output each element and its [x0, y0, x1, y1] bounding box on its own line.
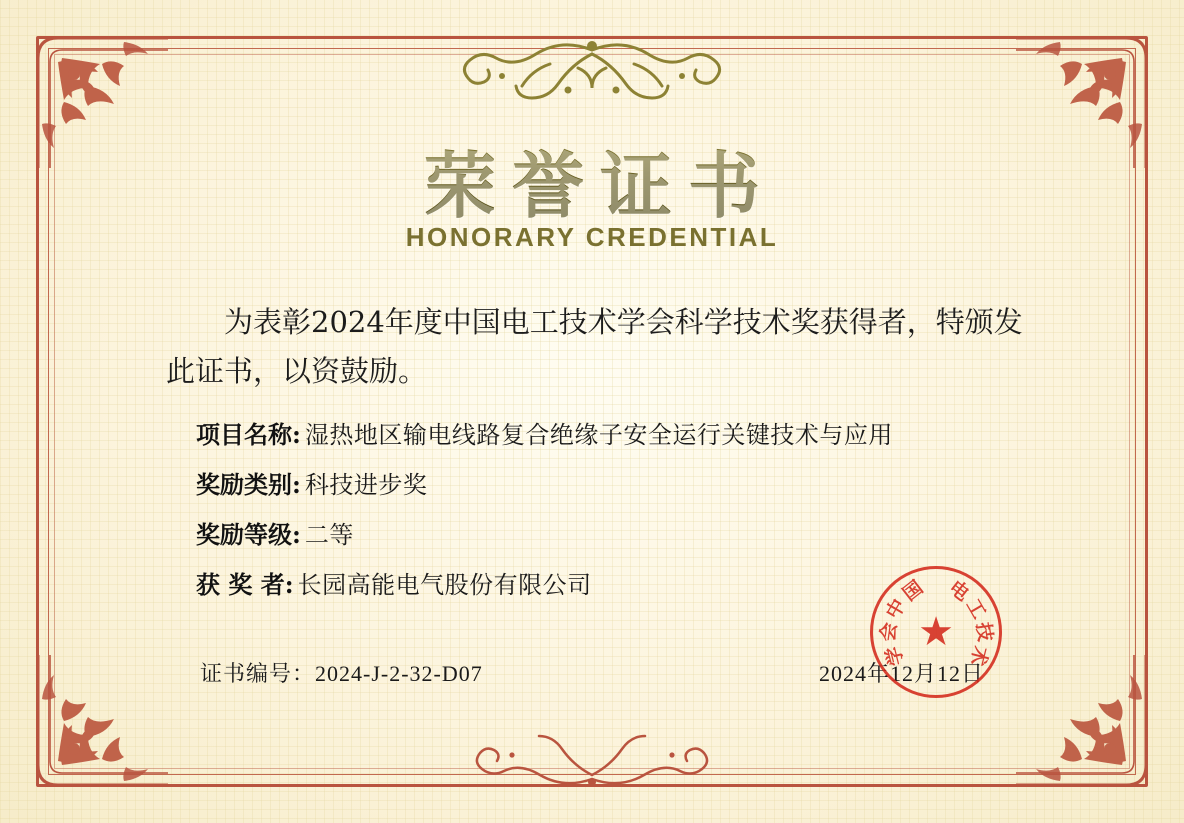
certificate-number-label: 证书编号：	[200, 661, 316, 686]
seal-character: 技	[971, 621, 997, 643]
field-value-project-name: 湿热地区输电线路复合绝缘子安全运行关键技术与应用	[304, 421, 893, 449]
field-colon: :	[292, 470, 301, 499]
seal-character: 中	[881, 595, 911, 623]
field-row	[196, 520, 1044, 550]
certificate-title-en: HONORARY CREDENTIAL	[405, 222, 779, 252]
seal-character: 国	[898, 576, 928, 606]
field-row	[196, 470, 1044, 500]
seal-character: 电	[944, 576, 974, 606]
certificate-number	[200, 657, 483, 688]
seal-character: 学	[882, 644, 908, 668]
field-value-award-category: 科技进步奖	[304, 471, 428, 499]
certificate-number-value: 2024-J-2-32-D07	[315, 661, 483, 686]
field-label-award-grade: 奖励等级	[196, 520, 292, 549]
star-icon: ★	[918, 609, 954, 654]
field-label-award-category: 奖励类别	[196, 470, 292, 499]
field-row	[196, 570, 1044, 600]
field-value-award-grade: 二等	[304, 521, 354, 549]
certificate-fields	[196, 420, 1044, 620]
field-row	[196, 420, 1044, 450]
field-value-recipient: 长园高能电气股份有限公司	[297, 571, 592, 599]
certificate-body-text: 为表彰2024年度中国电工技术学会科学技术奖获得者，特颁发此证书，以资鼓励。	[166, 305, 1023, 388]
field-label-project-name: 项目名称	[196, 420, 292, 449]
seal-character: 术	[966, 644, 992, 668]
field-colon: :	[284, 570, 294, 599]
field-label-recipient: 获 奖 者	[196, 570, 285, 599]
field-colon: :	[292, 520, 301, 549]
certificate-title-zh: 荣誉证书	[0, 128, 1184, 232]
seal-character: 工	[961, 595, 991, 623]
seal-character: 会	[876, 621, 902, 643]
certificate-date: 2024年12月12日	[818, 661, 984, 686]
field-colon: :	[292, 420, 301, 449]
